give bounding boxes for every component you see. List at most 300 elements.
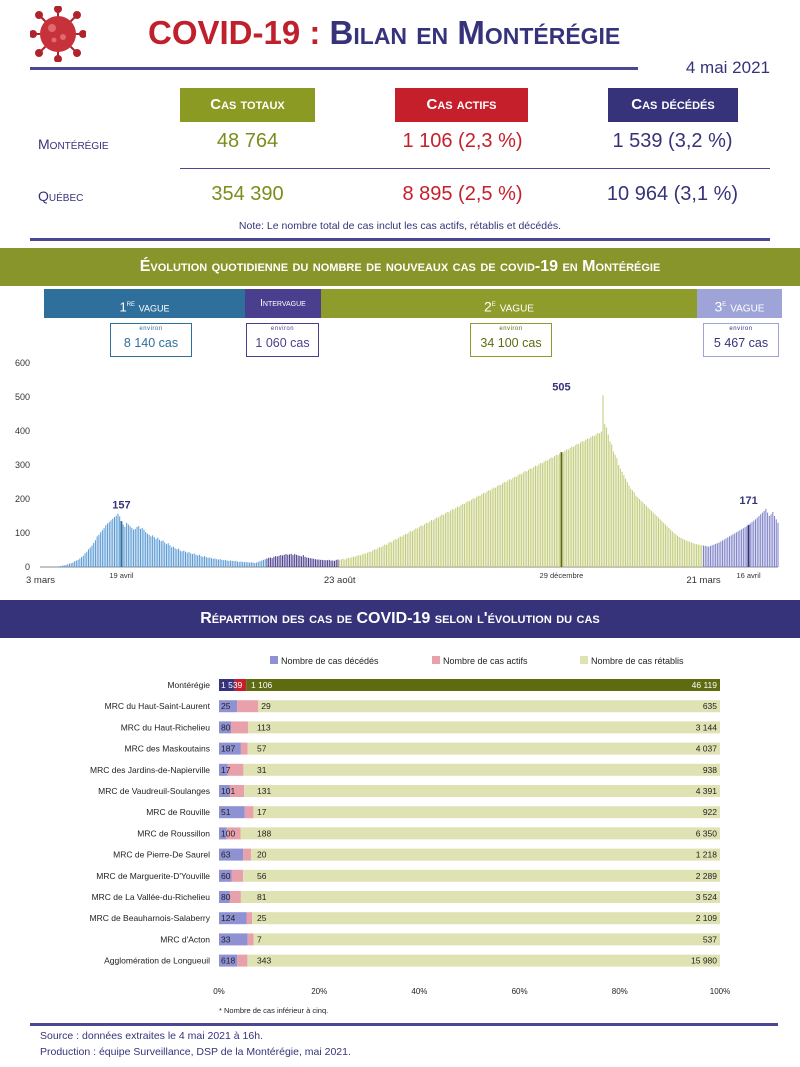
daily-bar [490,491,491,568]
daily-bar [230,561,231,567]
monteregie-active: 1 106 (2,3 %) [402,130,523,152]
recovered-segment [244,785,720,797]
daily-bar [426,523,427,567]
daily-bar [452,509,453,567]
daily-bar [597,433,598,567]
daily-bar [176,549,177,567]
daily-bar [622,472,623,567]
daily-bar [604,424,605,567]
daily-bar [85,553,86,567]
daily-bar [237,562,238,567]
case-distribution-chart [0,640,800,1020]
daily-bar [535,466,536,567]
daily-bar [128,525,129,568]
daily-bar [516,477,517,567]
daily-bar [571,447,572,567]
daily-bar [542,463,543,567]
daily-cases-chart [0,345,800,590]
daily-bar [642,502,643,567]
daily-bar [421,526,422,567]
active-segment [237,955,247,967]
daily-bar [648,508,649,568]
recovered-segment [241,891,720,903]
title-part1: COVID-19 : [148,14,321,51]
daily-bar [303,555,304,567]
x-tick-label: 0% [213,987,225,996]
active-segment [247,912,253,924]
daily-bar [471,500,472,567]
daily-bar [130,526,131,567]
active-segment [237,700,258,712]
recovered-segment [254,933,720,945]
daily-bar [764,511,765,567]
daily-bar [337,560,338,567]
recovered-value: 1 218 [695,849,717,860]
daily-bar [466,502,467,567]
daily-bar [656,516,657,567]
daily-bar [568,450,569,567]
daily-bar [738,531,739,567]
daily-bar [161,541,162,567]
daily-bar [114,517,115,567]
daily-bar [246,562,247,567]
daily-bar [488,490,489,567]
recovered-segment [241,827,720,839]
daily-bar [350,558,351,567]
recovered-value: 922 [702,807,717,818]
row-label: Agglomération de Longueuil [104,955,210,966]
daily-bar [630,489,631,567]
daily-bar [116,516,117,567]
row-label: MRC d'Acton [160,934,210,945]
daily-bar [410,531,411,567]
daily-bar [615,455,616,567]
daily-bar [533,467,534,567]
daily-bar [592,436,593,567]
daily-bar [748,525,750,567]
row-label: MRC de Vaudreuil-Soulanges [98,786,210,796]
daily-bar [258,562,259,567]
daily-bar [700,545,701,567]
wave2-banner: 2e vague [321,289,697,318]
daily-bar [289,554,290,567]
daily-bar [511,480,512,567]
daily-bar [736,532,737,567]
daily-bar [310,558,311,567]
daily-bar [706,546,707,567]
daily-bar [381,547,382,567]
daily-bar [687,541,688,567]
section2-title: Répartition des cas de COVID-19 selon l'évolution du cas [0,600,800,638]
daily-bar [679,537,680,567]
daily-bar [746,526,747,567]
daily-bar [178,549,179,567]
deaths-value: 101 [221,786,236,796]
daily-bar [521,474,522,567]
daily-bar [459,507,460,567]
daily-bar [331,561,332,567]
daily-bar [221,560,222,567]
daily-bar [395,539,396,567]
daily-bar [379,547,380,567]
daily-bar [197,555,198,567]
daily-bar [202,557,203,567]
daily-bar [211,558,212,567]
daily-bar [691,543,692,567]
daily-bar [112,519,113,567]
recovered-segment [251,849,720,861]
daily-bar [654,514,655,567]
recovered-segment [243,764,720,776]
daily-bar [538,464,539,567]
daily-bar [386,545,387,567]
daily-bar [76,561,77,567]
report-date: 4 mai 2021 [685,58,770,77]
daily-bar [98,535,99,567]
daily-bar [318,560,319,567]
deaths-value: 187 [221,743,236,754]
daily-bar [620,468,621,567]
x-tick-label: 20% [311,987,328,996]
daily-bar [71,563,72,567]
quebec-total: 354 390 [211,183,284,205]
daily-bar [358,555,359,567]
deaths-value: 17 [221,764,231,775]
x-tick-label: 60% [511,987,528,996]
daily-bar [384,545,385,567]
daily-bar [355,557,356,567]
daily-bar [126,523,127,567]
daily-bar [325,560,326,567]
daily-bar [315,559,316,567]
daily-bar [478,496,479,567]
daily-bar [750,523,751,567]
deaths-value: 80 [221,722,231,733]
daily-bar [324,560,325,567]
deaths-value: 33 [221,934,231,945]
daily-bar [701,545,702,567]
daily-bar [204,556,205,567]
daily-bar [547,461,548,567]
recovered-segment [246,679,720,691]
daily-bar [623,475,624,567]
daily-bar [279,556,280,567]
daily-bar [327,560,328,567]
daily-bar [464,504,465,567]
daily-bar [261,561,262,567]
peak-label: 157 [112,499,131,512]
daily-bar [476,497,477,567]
daily-bar [149,535,150,567]
daily-bar [240,562,241,567]
daily-bar [570,448,571,567]
daily-bar [78,560,79,567]
row-label: MRC de Rouville [146,807,210,818]
active-value: 343 [257,955,272,966]
daily-bar [729,536,730,567]
daily-bar [104,528,105,567]
daily-bar [408,532,409,567]
legend-label: Nombre de cas décédés [281,656,379,666]
daily-bar [263,560,264,567]
daily-bar [715,544,716,567]
peak-label: 171 [739,494,758,507]
daily-bar [441,515,442,567]
row-label-monteregie: Montérégie [38,136,109,152]
daily-bar [467,501,468,567]
daily-bar [719,543,720,567]
daily-bar [164,543,165,567]
daily-bar [606,428,607,567]
daily-bar [582,441,583,567]
daily-bar [758,516,759,567]
daily-bar [665,525,666,568]
header-cas-totaux: Cas totaux [180,88,315,122]
wave2-count-box: environ 34 100 cas [470,323,552,357]
daily-bar [360,555,361,567]
daily-bar [564,451,565,567]
daily-bar [206,557,207,567]
row-label: MRC du Haut-Saint-Laurent [104,701,210,712]
daily-bar [348,558,349,567]
daily-bar [689,542,690,567]
daily-bar [698,545,699,567]
active-value: 1 106 [251,680,273,690]
x-tick-label: 21 mars [686,575,721,586]
daily-bar [187,553,188,567]
deaths-value: 60 [221,870,231,881]
daily-bar [661,521,662,567]
daily-bar [525,471,526,567]
daily-bar [83,556,84,567]
daily-bar [762,513,763,567]
daily-bar [745,527,746,567]
daily-bar [554,456,555,567]
daily-bar [577,444,578,567]
daily-bar [156,539,157,567]
daily-bar [272,558,273,567]
daily-bar [578,444,579,567]
daily-bar [213,559,214,567]
daily-bar [214,559,215,568]
daily-bar [201,556,202,567]
active-segment [245,806,254,818]
daily-bar [90,548,91,567]
daily-bar [682,539,683,567]
deaths-value: 124 [221,913,236,924]
row-label: Montérégie [167,680,210,690]
daily-bar [628,485,629,567]
daily-bar [686,540,687,567]
daily-bar [183,551,184,567]
daily-bar [473,498,474,567]
row-label: MRC des Jardins-de-Napierville [90,764,210,775]
daily-bar [123,525,124,568]
daily-bar [694,544,695,567]
daily-bar [703,546,704,567]
daily-bar [672,531,673,567]
daily-bar [95,540,96,567]
header-cas-decedes: Cas décédés [608,88,738,122]
daily-bar [727,537,728,567]
deaths-value: 618 [221,955,236,966]
daily-bar [739,530,740,567]
daily-bar [448,512,449,567]
daily-bar [634,492,635,567]
daily-bar [447,512,448,567]
daily-bar [242,562,243,567]
daily-bar [133,530,134,567]
active-segment [243,849,251,861]
daily-bar [774,516,775,567]
daily-bar [637,497,638,567]
recovered-segment [247,955,720,967]
summary-note: Note: Le nombre total de cas inclut les cas actifs, rétablis et décédés. [238,220,562,232]
footnote: * Nombre de cas inférieur à cinq. [219,1006,329,1015]
daily-bar [660,519,661,567]
daily-bar [405,534,406,567]
daily-bar [343,559,344,567]
daily-bar [402,537,403,567]
y-tick-label: 500 [14,392,30,402]
daily-bar [486,492,487,567]
row-label: MRC de Pierre-De Saurel [113,849,210,860]
source-note: Source : données extraites le 4 mai 2021 à 16h. [40,1030,263,1042]
daily-bar [767,513,768,567]
daily-bar [544,462,545,567]
active-value: 113 [257,722,271,733]
daily-bar [284,555,285,567]
daily-bar [720,542,721,568]
daily-bar [208,558,209,567]
recovered-value: 6 350 [695,828,717,839]
daily-bar [460,505,461,567]
daily-bar [734,533,735,567]
daily-bar [152,535,153,567]
active-value: 29 [261,701,271,712]
daily-bar [500,485,501,567]
daily-bar [111,520,112,567]
y-tick-label: 300 [14,460,30,470]
daily-bar [670,530,671,567]
note-divider [30,238,770,241]
daily-bar [480,496,481,567]
daily-bar [462,504,463,567]
daily-bar [755,519,756,567]
active-segment [231,721,248,733]
daily-bar [765,509,766,567]
daily-bar [145,532,146,567]
daily-bar [613,451,614,567]
daily-bar [135,529,136,567]
daily-bar [109,522,110,567]
legend-swatch [432,656,440,664]
active-value: 81 [257,892,267,902]
daily-bar [396,539,397,567]
daily-bar [182,551,183,567]
daily-bar [552,458,553,567]
daily-bar [131,528,132,567]
daily-bar [483,493,484,567]
daily-bar [169,545,170,567]
section1-title: Évolution quotidienne du nombre de nouveaux cas de covid-19 en Montérégie [0,248,800,286]
daily-bar [363,553,364,567]
daily-bar [218,560,219,567]
recovered-segment [253,806,720,818]
daily-bar [722,540,723,567]
daily-bar [518,475,519,567]
daily-bar [265,559,266,567]
peak-label: 505 [552,381,571,394]
daily-bar [575,445,576,567]
daily-bar [436,517,437,567]
daily-bar [147,534,148,567]
daily-bar [301,556,302,567]
header-cas-actifs: Cas actifs [395,88,528,122]
daily-bar [374,549,375,567]
daily-bar [102,530,103,567]
daily-bar [266,559,267,568]
daily-bar [502,483,503,567]
row-label: MRC de Roussillon [137,828,210,839]
daily-bar [306,557,307,567]
recovered-value: 537 [702,934,717,945]
daily-bar [403,535,404,567]
daily-bar [440,516,441,567]
daily-bar [239,562,240,567]
daily-bar [556,455,557,567]
daily-bar [194,553,195,567]
daily-bar [609,441,610,567]
daily-bar [232,561,233,567]
wave1-count-box: environ 8 140 cas [110,323,192,357]
active-value: 20 [257,849,267,860]
deaths-value: 63 [221,849,231,860]
daily-bar [726,538,727,567]
daily-bar [105,525,106,567]
daily-bar [443,515,444,567]
row-label: MRC du Haut-Richelieu [120,722,210,733]
daily-bar [159,540,160,567]
daily-bar [143,530,144,567]
x-tick-label: 3 mars [26,575,56,586]
daily-bar [188,552,189,567]
daily-bar [559,453,560,567]
daily-bar [234,561,235,567]
daily-bar [256,563,257,567]
daily-bar [493,487,494,567]
x-tick-label: 40% [411,987,428,996]
daily-bar [251,562,252,567]
daily-bar [391,542,392,567]
daily-bar [668,528,669,567]
recovered-segment [258,700,720,712]
daily-bar [136,527,137,567]
daily-bar [585,440,586,567]
row-label-quebec: Québec [38,188,84,204]
daily-bar [757,518,758,567]
row-label: MRC des Maskoutains [124,743,210,754]
daily-bar [717,543,718,567]
daily-bar [275,556,276,567]
daily-bar [292,555,293,567]
daily-bar [138,526,139,567]
daily-bar [412,531,413,567]
daily-bar [400,536,401,567]
daily-bar [270,557,271,567]
daily-bar [531,469,532,567]
daily-bar [712,545,713,567]
